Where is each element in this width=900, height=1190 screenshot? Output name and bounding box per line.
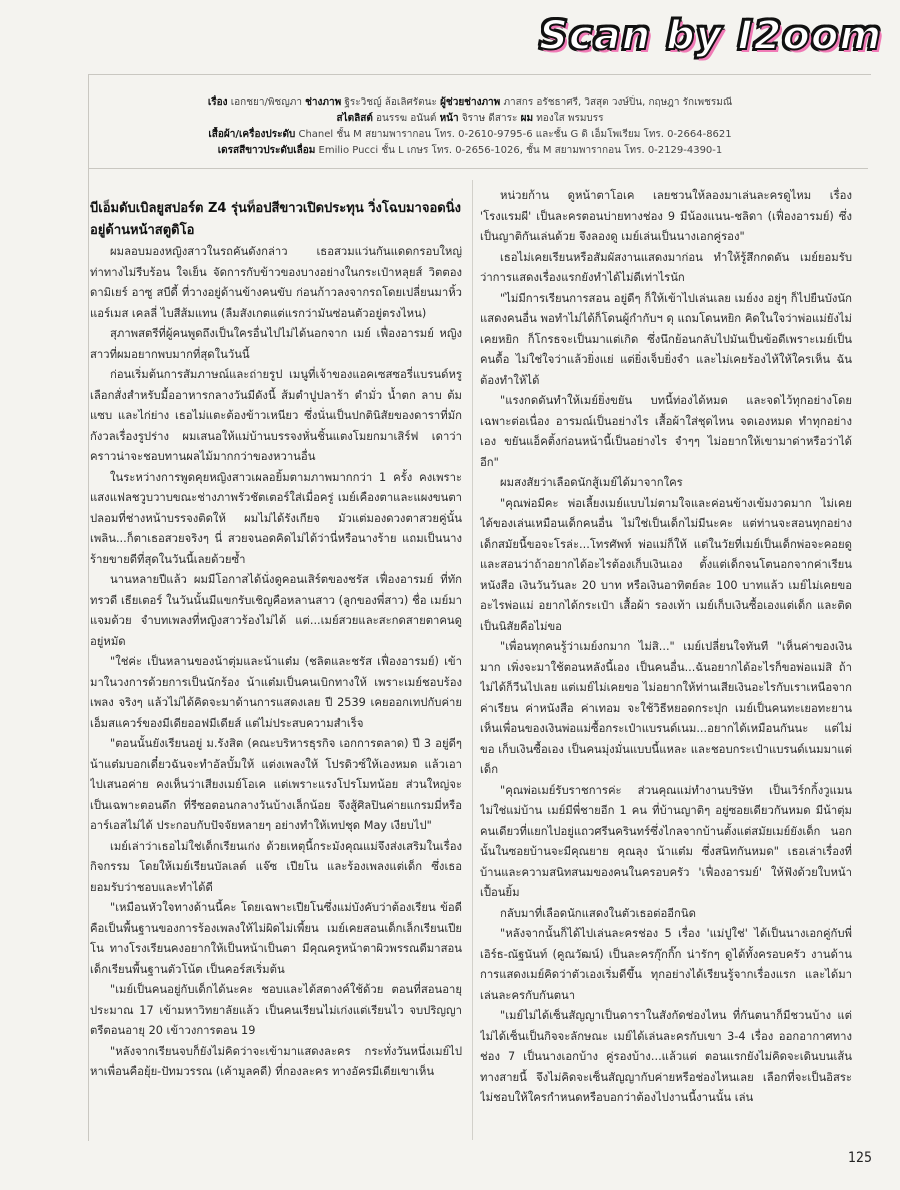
assist-value: ภาสกร อรัชธาศรี, วิสสุต วงษ์ปิ่น, กฤษฎา รักเพชรมณี: [503, 97, 733, 108]
clothing-label: เสื้อผ้า/เครื่องประดับ: [208, 129, 296, 140]
article-paragraph: "แรงกดดันทำให้เมย์ยิ่งขยัน บทนี้ท่องได้หมด และจดไว้ทุกอย่างโดยเฉพาะต่อเนื่อง อารมณ์เป็นอย่างไร เสื้อผ้าใส่ชุดไหน จดเองหมด ทำทุกอย่างเอง ขยันแอ็คติ้งก่อนหน้านี้เป็นอย่างไร จำๆๆ ไม่อยากให้เขามาด่าหรือว่าได้อีก": [480, 394, 852, 469]
face-label: หน้า: [439, 113, 459, 124]
article-paragraph: หน่วยก้าน ดูหน้าตาโอเค เลยชวนให้ลองมาเล่นละครดูไหม เรื่อง 'โรงแรมผี' เป็นละครตอนบ่ายทางช่อง 9 มีน้องแนน-ชลิดา (เฟื่องอารมย์) ซึ่งเป็นญาติกันเล่นด้วย จึงลองดู เมย์เล่นเป็นนางเอกคู่รอง": [480, 189, 852, 243]
page-number: 125: [847, 1150, 872, 1166]
credits-line-2: [100, 111, 840, 127]
article-paragraph: "หลังจากเรียนจบก็ยังไม่คิดว่าจะเข้ามาแสดงละคร กระทั่งวันหนึ่งเมย์ไปหาเพื่อนคือยุ้ย-ปัทมวรรณ (เค้ามูลคดี) ที่กองละคร ทางอัครมีเดียเขาเห็น: [90, 1044, 462, 1078]
left-paragraphs: [90, 242, 462, 1083]
story-value: เอกชยา/พิชญภา: [230, 97, 302, 108]
article-paragraph: "คุณพ่อเมย์รับราชการค่ะ ส่วนคุณแม่ทำงานบริษัท เป็นเวิร์กกิ้งวูแมน ไม่ใช่แม่บ้าน เมย์มีพี่ชายอีก 1 คน ที่บ้านญาติๆ อยู่ซอยเดียวกันหมด มีน้าตุ่มคนเดียวที่แยกไปอยู่แถวศรีนครินทร์ซึ่งไกลจากบ้านตั้งแต่สมัยเมย์ยังเด็ก นอกนั้นในซอยบ้านจะมีคุณยาย คุณลุง น้าแต๋ม ซึ่งสนิทกันหมด" เธอเล่าเรื่องที่บ้านและความสนิทสนมของคนในครอบครัว 'เฟื่องอารมย์' ให้ฟังด้วยใบหน้าเปื้อนยิ้ม: [480, 783, 852, 899]
article-paragraph: ผมลอบมองหญิงสาวในรถคันดังกล่าว เธอสวมแว่นกันแดดกรอบใหญ่ ท่าทางไม่รีบร้อน ใจเย็น จัดการกับข้าวของบางอย่างในกระเป๋าหลุยส์ วิตตอง ดามิเยร์ อาซู สบีดี้ ที่วางอยู่ด้านข้างคนขับ ก่อนก้าวลงจากรถโดยเปลี่ยนมาหิ้วแอร์เมส เคลลี่ ไบสีส้มแทน (ลืมสังเกตแต่แรกว่ามันซ่อนตัวอยู่ตรงไหน): [90, 245, 462, 320]
clothing-value: Chanel ชั้น M สยามพารากอน โทร. 0-2610-9795-6 และชั้น G ดิ เอ็มโพเรียม โทร. 0-2664-8621: [298, 129, 732, 140]
article-paragraph: เมย์เล่าว่าเธอไม่ใช่เด็กเรียนเก่ง ด้วยเหตุนี้กระมังคุณแม่จึงส่งเสริมในเรื่องกิจกรรม โดยให้เมย์เรียนบัลเลต์ แจ๊ซ เปียโน และร้องเพลงแต่เด็ก ซึ่งเธอยอมรับว่าชอบและทำได้ดี: [90, 839, 462, 894]
credits-divider: [88, 168, 868, 169]
article-paragraph: กลับมาที่เลือดนักแสดงในตัวเธอต่ออีกนิด: [500, 906, 696, 920]
story-label: เรื่อง: [207, 97, 228, 108]
article-paragraph: ก่อนเริ่มต้นการสัมภาษณ์และถ่ายรูป เมนูที่เจ้าของแอคเซสซอรี่แบรนด์หรูเลือกสั่งสำหรับมื้ออาหารกลางวันมีดังนี้ ส้มตำปูปลาร้า ตำมั่ว น้ำตก ลาบ ต้มแซบ และไก่ย่าง เธอไม่แตะต้องข้าวเหนียว ซึ่งนั่นเป็นปกตินิสัยของดาราที่มักกังวลเรื่องรูปร่าง ผมเสนอให้แม่บ้านบรรจงหั่นชิ้นแตงโมยกมาเสิร์ฟ เดาว่าคราวน่าจะชอบทานผลไม้มากกว่าของหวานอื่น: [90, 368, 462, 463]
scan-watermark: Scan by I2oom: [539, 13, 882, 59]
article-paragraph: ในระหว่างการพูดคุยหญิงสาวเผลอยิ้มตามภาพมากกว่า 1 ครั้ง คงเพราะแสงแฟลชวูบวาบขณะช่างภาพรัวชัตเตอร์ใส่เมื่อครู่ เมย์เคืองตาและแผงขนตาปลอมที่ช่างหน้าบรรจงติดให้ ผมไม่ได้รังเกียจ มัวแต่มองดวงตาสวยคู่นั้นเพลิน...ก็ตาเธอสวยจริงๆ นี่ สวยจนอดคิดไม่ได้ว่านี่หรือนางร้าย แถมเป็นนางร้ายขายดีที่สุดในวันนี้เลยด้วยซ้ำ: [90, 470, 462, 566]
article-paragraph: "ไม่มีการเรียนการสอน อยู่ดีๆ ก็ให้เข้าไปเล่นเลย เมย์งง อยู่ๆ ก็ไปยืนบังนักแสดงคนอื่น พอทำไม่ได้ก็โดนผู้กำกับฯ ดุ แถมโดนหยิก คิดในใจว่าพ่อแม่ยังไม่เคยหยิก ก็โกรธจะเป็นมาแต่เกิด ซึ่งนึกย้อนกลับไปมันเป็นข้อดีเพราะเมย์เป็นคนดื้อ ไม่ใช่ใจว่าแล้วยิ่งแย่ แต่ยิ่งเจ็บยิ่งจำ และไม่เคยร้องไห้ให้ใครเห็น ฉันต้องทำให้ได้: [480, 291, 852, 387]
credits-line-1: [100, 95, 840, 111]
credits-line-3: [100, 127, 840, 143]
dress-label: เดรสสีขาวประดับเลื่อม: [217, 145, 316, 156]
stylist-label: สไตลิสต์: [336, 113, 373, 124]
article-paragraph: "เหมือนหัวใจทางด้านนี้คะ โดยเฉพาะเปียโนซึ่งแม่บังคับว่าต้องเรียน ข้อดีคือเป็นพื้นฐานของการร้องเพลงให้ไม่ผิดไม่เพี้ยน เมย์เคยสอนเด็กเล็กเรียนเปียโน ทางโรงเรียนคงอยากให้เป็นหน้าเป็นตา มีคุณครูหน้าตาผิวพรรณดีมาสอนเด็กเรียนพื้นฐานตัวโน้ต เป็นคอร์สเริ่มต้น: [90, 901, 462, 976]
face-value: จิราษ ดีสาระ: [461, 113, 518, 124]
right-paragraphs: [480, 186, 852, 1109]
article-paragraph: "คุณพ่อมีคะ พ่อเลี้ยงเมย์แบบไม่ตามใจและค่อนข้างเข้มงวดมาก ไม่เคยได้ของเล่นเหมือนเด็กคนอื่น ไม่ใช่เป็นเด็กไม่มีนะคะ แต่ท่านจะสอนทุกอย่าง เด็กสมัยนี้ขอจะโรล่ะ...โทรศัพท์ พ่อแม่ก็ให้ แต่ในวัยที่เมย์เป็นเด็กพ่อจะคอยดูและสอนว่าถ้าอยากได้อะไรต้องเก็บเงินเอง ตั้งแต่เด็กจนโตนอกจากค่าเรียนหนังสือ เงินวันวันละ 20 บาท หรือเงินอาทิตย์ละ 100 บาทแล้ว เมย์ไม่เคยขออะไรพ่อแม่ อยากได้กระเป๋า เสื้อผ้า รองเท้า เมย์เก็บเงินซื้อเองแต่เด็ก และติดเป็นนิสัยคือไม่ขอ: [480, 496, 852, 633]
credits-block: [100, 95, 840, 159]
photo-value: ฐิระวิชญ์ ล้อเลิศรัตนะ: [344, 97, 437, 108]
article-paragraph: "เมย์เป็นคนอยู่กับเด็กได้นะคะ ชอบและได้สตางค์ใช้ด้วย ตอนที่สอนอายุประมาณ 17 เข้ามหาวิทยาลัยแล้ว เป็นคนเรียนไม่เก่งแต่เรียนไว จบปริญญาตรีตอนอายุ 20 เข้าวงการตอน 19: [90, 983, 462, 1037]
dress-value: Emilio Pucci ชั้น L เกษร โทร. 0-2656-1026, ชั้น M สยามพารากอน โทร. 0-2129-4390-1: [318, 145, 723, 156]
article-paragraph: ผมสงสัยว่าเลือดนักสู้เมย์ได้มาจากใคร: [500, 476, 683, 489]
photo-label: ช่างภาพ: [305, 97, 342, 108]
assist-label: ผู้ช่วยช่างภาพ: [440, 97, 501, 108]
hair-value: ทองใส พรมบรร: [536, 113, 604, 124]
article-paragraph: "หลังจากนั้นก็ได้ไปเล่นละครช่อง 5 เรื่อง 'แม่ปูใช่' ได้เป็นนางเอกคู่กับพี่เอิร์ธ-ณัฐนันท์ (คูณวัฒน์) เป็นละครกุ๊กกิ๊ก น่ารักๆ ดูได้ทั้งครอบครัว งานด้านการแสดงเมย์คิดว่าตัวเองเริ่มดีขึ้น ทุกอย่างได้เรียนรู้จากเรื่องแรก และได้มาเล่นละครกับกันตนา: [480, 927, 852, 1002]
stylist-value: อนรรฆ อนันต์: [376, 113, 437, 124]
article-paragraph: "เมย์ไม่ได้เซ็นสัญญาเป็นดาราในสังกัดช่องไหน ที่กันตนาก็มีชวนบ้าง แต่ไม่ได้เซ็นเป็นกิจจะลักษณะ เมย์ได้เล่นละครกับเขา 3-4 เรื่อง ออกอากาศทางช่อง 7 เป็นนางเอกบ้าง คู่รองบ้าง...แล้วแต่ ตอนแรกยังไม่คิดจะเดินบนเส้นทางสายนี้ จึงไม่คิดจะเซ็นสัญญากับค่ายหรือช่องไหนเลย เลือกที่จะเป็นอิสระ ไม่ชอบให้ใครกำหนดหรือบอกว่าต้องไปงานนี้งานนั้น เล่น: [480, 1009, 852, 1104]
column-divider: [472, 180, 473, 1140]
article-paragraph: สุภาพสตรีที่ผู้คนพูดถึงเป็นใครอื่นไปไม่ได้นอกจาก เมย์ เฟื่องอารมย์ หญิงสาวที่ผมอยากพบมากที่สุดในวันนี้: [90, 327, 462, 361]
article-paragraph: "ใช่ค่ะ เป็นหลานของน้าตุ่มและน้าแต๋ม (ชลิตและชรัส เฟื่องอารมย์) เข้ามาในวงการด้วยการเป็นนักร้อง น้าแต๋มเป็นคนเบิกทางให้ เพราะเมย์ชอบร้องเพลง จริงๆ แล้วไม่ได้คิดจะมาด้านการแสดงเลย ปี 2539 เคยออกเทปกับค่ายเอ็มสแควร์ของมีเดียออฟมีเดียส์ แต่ไม่ประสบความสำเร็จ: [90, 655, 462, 730]
article-column-left: [90, 198, 462, 1138]
article-paragraph: นานหลายปีแล้ว ผมมีโอกาสได้นั่งดูคอนเสิร์ตของชรัส เฟื่องอารมย์ ที่ทักทรวดี เธียเตอร์ ในวันนั้นมีแขกรับเชิญคือหลานสาว (ลูกของพี่สาว) ชื่อ เมย์มาแจมด้วย จำบทเพลงที่หญิงสาวร้องไม่ได้ แต่...เมย์สวยและสะกดสายตาคนดูอยู่หมัด: [90, 573, 462, 648]
article-column-right: [480, 186, 852, 1126]
article-paragraph: เธอไม่เคยเรียนหรือสัมผัสงานแสดงมาก่อน ทำให้รู้สึกกดดัน เมย์ยอมรับว่าการแสดงเรื่องแรกยังทำได้ไม่ดีเท่าไรนัก: [480, 250, 852, 284]
article-paragraph: "ตอนนั้นยังเรียนอยู่ ม.รังสิต (คณะบริหารธุรกิจ เอกการตลาด) ปี 3 อยู่ดีๆ น้าแต๋มบอกเดี๋ยวฉันจะทำอัลบั้มให้ แต่งเพลงให้ โปรดิวซ์ให้เองหมด แล้วเอาไปเสนอค่าย คงเห็นว่าเสียงเมย์โอเค แต่เพราะแรงโปรโมทน้อย ส่วนใหญ่จะเป็นเฉพาะตอนดึก ที่รีซอตอนกลางวันบ้างเล็กน้อย จึงสู้ศิลปินค่ายแกรมมี่หรืออาร์เอสไม่ได้ ประกอบกับปัจจัยหลายๆ อย่างทำให้เทปชุด May เงียบไป": [90, 737, 462, 832]
hair-label: ผม: [520, 113, 534, 124]
article-headline: บีเอ็มดับเบิลยูสปอร์ต Z4 รุ่นท็อปสีขาวเปิดประทุน วิ่งโฉบมาจอดนิ่งอยู่ด้านหน้าสตูดิโอ: [90, 201, 461, 238]
credits-line-4: [100, 143, 840, 159]
article-paragraph: "เพื่อนทุกคนรู้ว่าเมย์งกมาก ไม่สิ..." เมย์เปลี่ยนใจทันที "เห็นค่าของเงินมาก เพิ่งจะมาใช้ตอนหลังนี้เอง เป็นคนอื่น...ฉันอยากได้อะไรก็ขอพ่อแม่สิ ถ้าไม่ได้ก็วีนไปเลย แต่เมย์ไม่เคยขอ ไม่อยากให้ท่านเสียเงินอะไรกับเราเหนือจากค่าเรียน ค่าหนังสือ ค่าเทอม จะใช้วิธีหยอดกระปุก เมย์เป็นคนทะเยอทะยาน เห็นเพื่อนของเงินพ่อแม่ซื้อกระเป๋าแบรนด์เนม...อยากได้เหมือนกันนะ แต่ไม่ขอ เก็บเงินซื้อเอง เป็นคนมุ่งมั่นแบบนี้แหละ และชอบกระเป๋าแบรนด์เนมมาแต่เด็ก: [480, 640, 852, 776]
